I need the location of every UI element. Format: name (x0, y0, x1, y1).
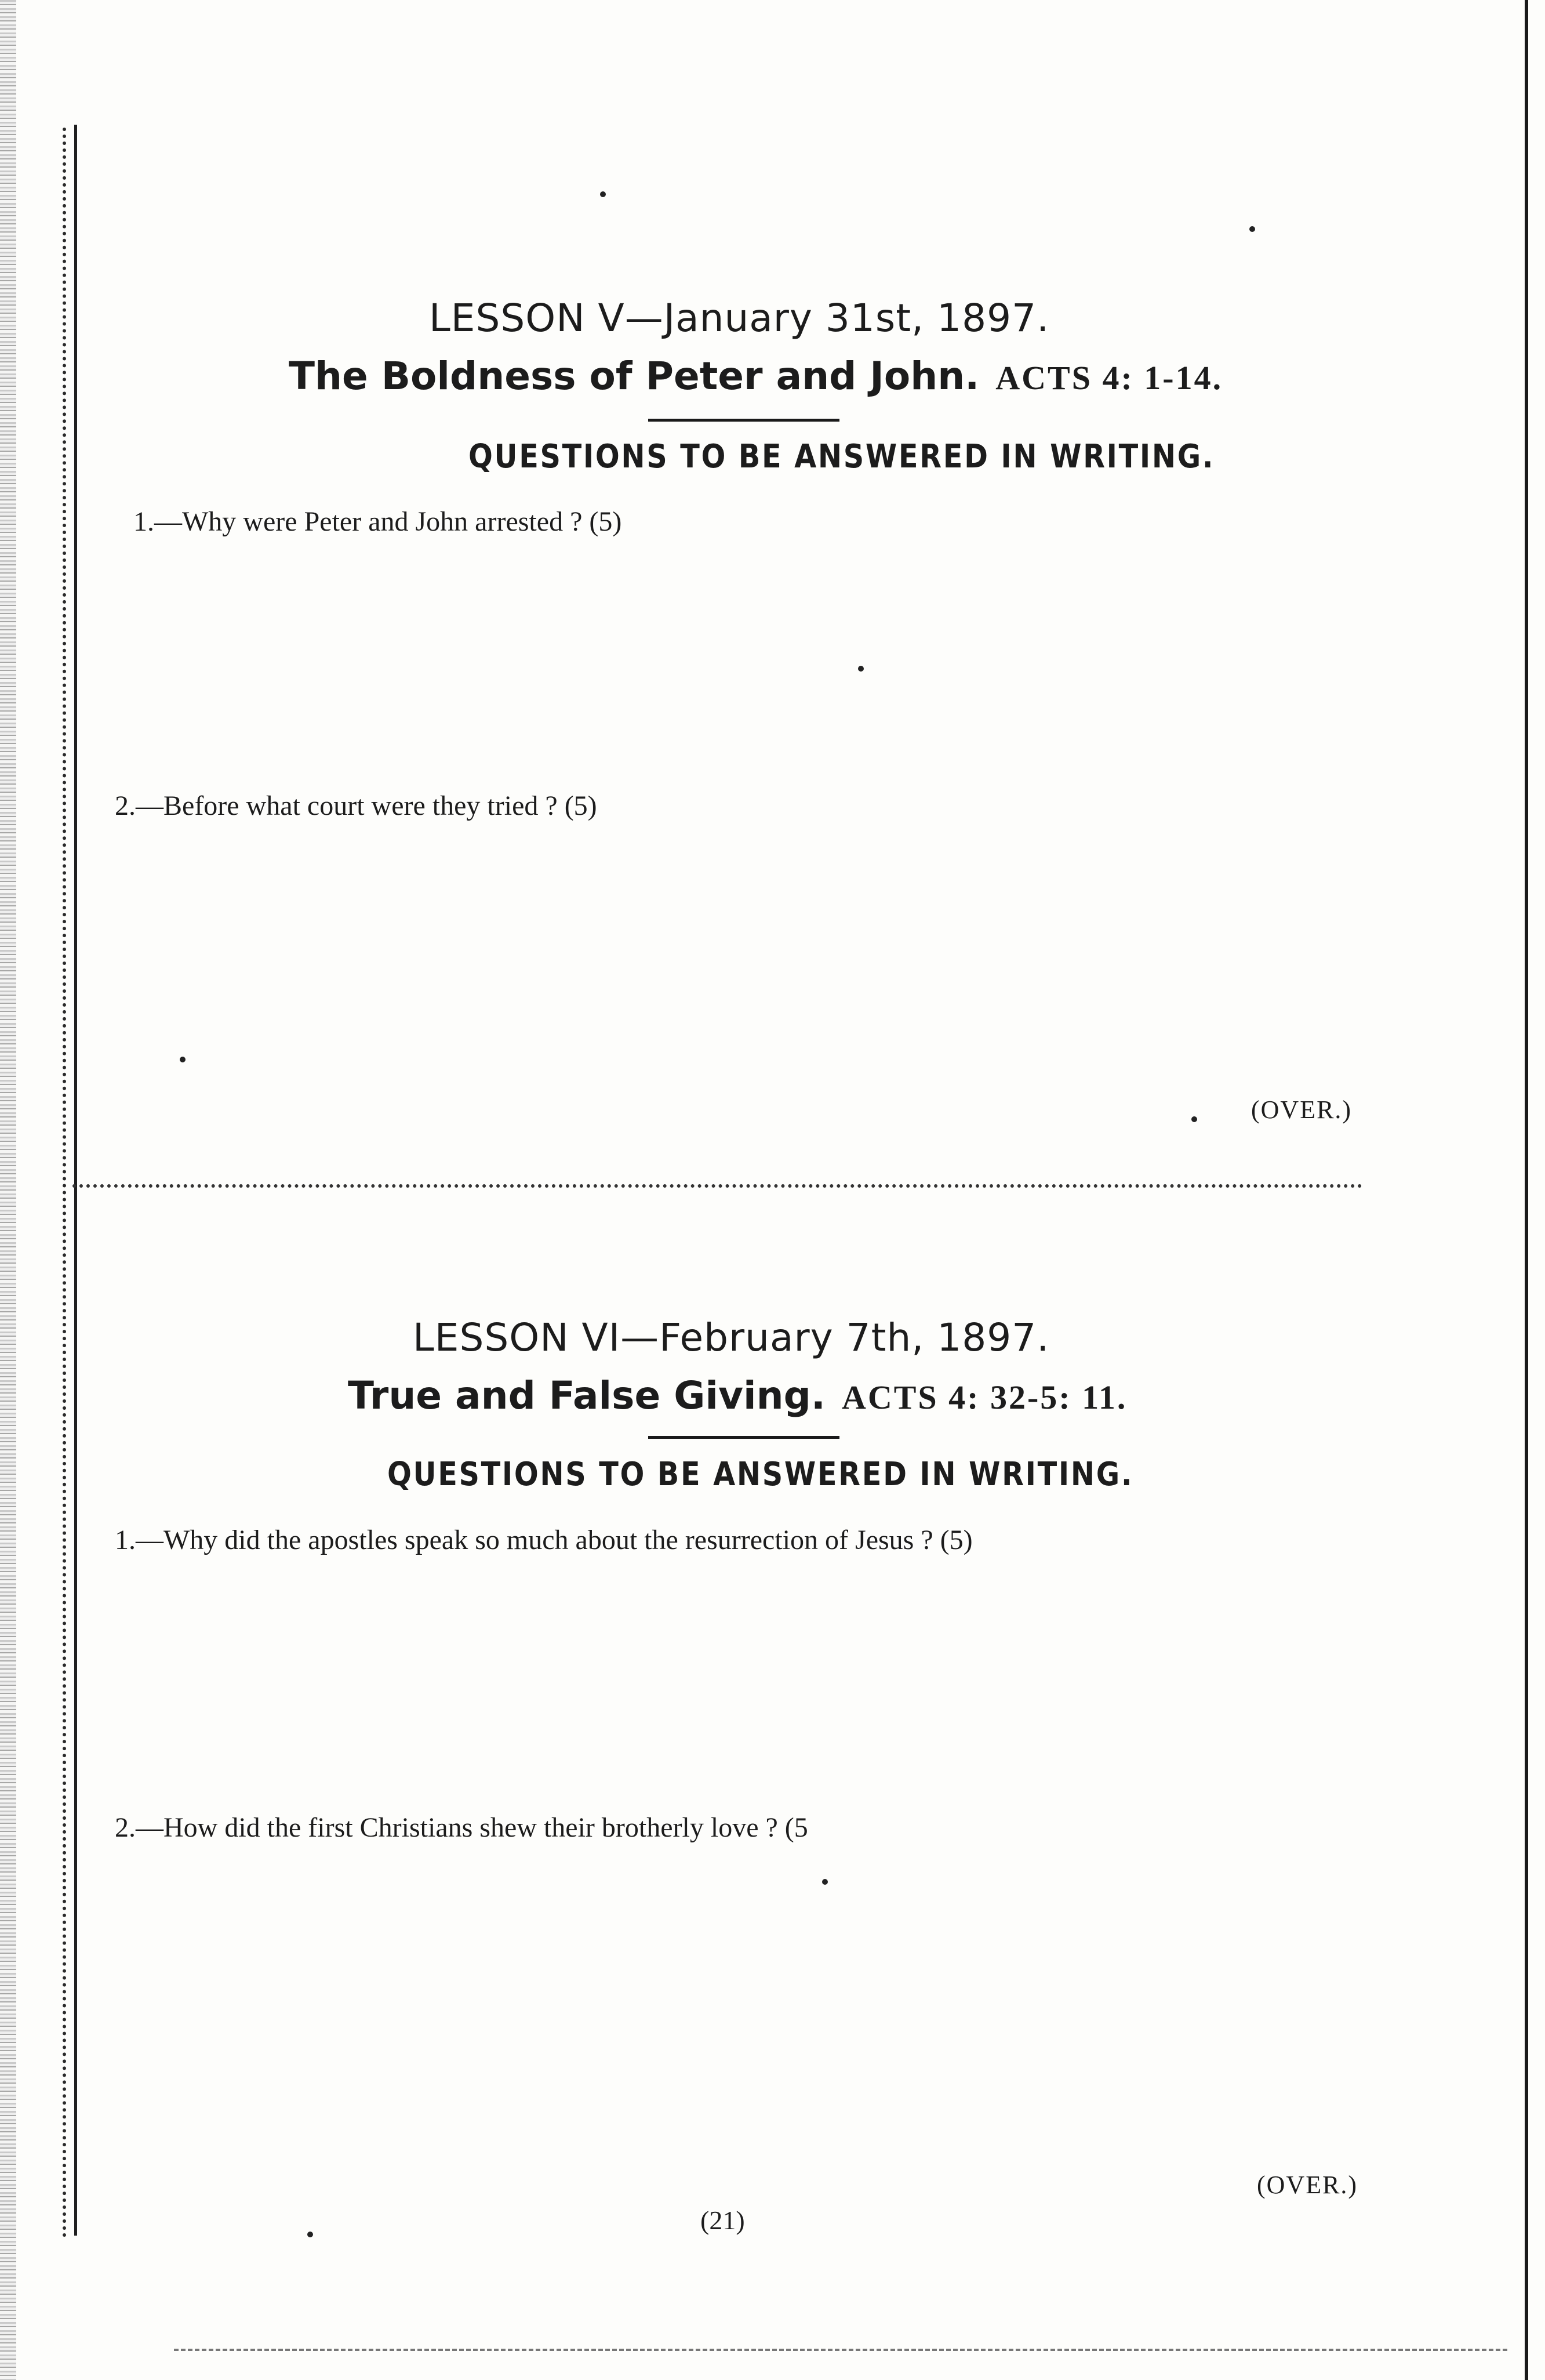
instructions-heading: QUESTIONS TO BE ANSWERED IN WRITING. (387, 1456, 1134, 1493)
lesson-title: LESSON V—January 31st, 1897. (429, 296, 1050, 340)
ink-speck (307, 2232, 313, 2237)
over-label: (OVER.) (1257, 2171, 1358, 2199)
ink-speck (858, 666, 864, 672)
ink-speck (180, 1057, 186, 1062)
right-edge-rule (1525, 0, 1528, 2380)
ink-speck (1191, 1116, 1197, 1122)
question-2: 2.—How did the first Christians shew their brotherly love ? (5 (115, 1812, 808, 1843)
question-1: 1.—Why were Peter and John arrested ? (5) (133, 506, 622, 537)
bottom-dashed-edge (174, 2349, 1507, 2351)
page-number: (21) (700, 2205, 745, 2235)
over-label: (OVER.) (1251, 1095, 1353, 1124)
ink-speck (600, 191, 606, 197)
section-divider (72, 1184, 1362, 1188)
title-underline (648, 419, 839, 422)
lesson-title: LESSON VI—February 7th, 1897. (413, 1315, 1050, 1360)
question-1: 1.—Why did the apostles speak so much about the resurrection of Jesus ? (5) (115, 1525, 973, 1555)
lesson-topic: The Boldness of Peter and John. (289, 354, 980, 398)
scripture-reference: ACTS 4: 32-5: 11. (841, 1378, 1128, 1416)
scripture-reference: ACTS 4: 1-14. (995, 359, 1223, 397)
binding-edge (0, 0, 16, 2380)
left-dotted-rule (63, 128, 66, 2238)
question-2: 2.—Before what court were they tried ? (5) (115, 790, 597, 821)
lesson-subtitle (289, 354, 1223, 398)
ink-speck (1249, 226, 1255, 232)
ink-speck (822, 1879, 828, 1885)
instructions-heading: QUESTIONS TO BE ANSWERED IN WRITING. (468, 438, 1215, 476)
lesson-subtitle (348, 1373, 1127, 1418)
title-underline (648, 1436, 839, 1439)
lesson-topic: True and False Giving. (348, 1373, 826, 1418)
left-margin-rule (74, 125, 77, 2236)
